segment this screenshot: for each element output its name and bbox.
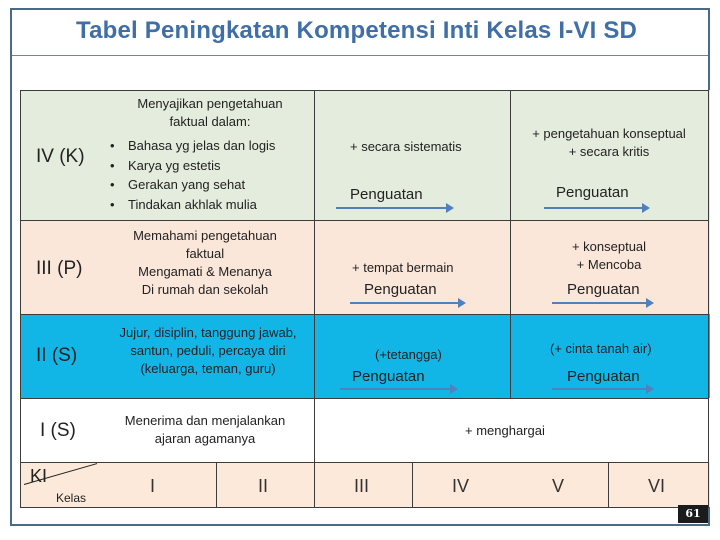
- penguatan-label: Penguatan: [350, 186, 423, 203]
- iv-right-text: [512, 125, 706, 161]
- grid-line: [20, 398, 709, 399]
- iii-right-text: [512, 238, 706, 274]
- penguatan-label: Penguatan: [567, 368, 640, 385]
- grid-line: [20, 90, 21, 507]
- iii-desc-line: Di rumah dan sekolah: [141, 282, 269, 297]
- iv-description: [100, 95, 320, 131]
- iv-bullet-list: [110, 136, 310, 214]
- level-label-iv: IV (K): [36, 146, 85, 167]
- ii-desc-line: Jujur, disiplin, tanggung jawab,: [119, 325, 297, 340]
- grid-line: [20, 314, 709, 315]
- iii-right-line: + Mencoba: [576, 257, 642, 272]
- penguatan-label: Penguatan: [556, 184, 629, 201]
- arrow-right-icon: [350, 302, 460, 304]
- class-label: III: [354, 476, 370, 496]
- level-label-i: I (S): [40, 420, 76, 441]
- grid-line: [708, 90, 709, 507]
- grid-line: [20, 220, 709, 221]
- class-label: II: [258, 476, 269, 496]
- ii-right-text: (+ cinta tanah air): [550, 341, 652, 356]
- grid-line: [216, 462, 217, 507]
- level-label-iii: III (P): [36, 258, 83, 279]
- page-number-badge: 61: [678, 505, 708, 523]
- ki-label: KI: [30, 466, 48, 486]
- grid-line: [510, 220, 511, 314]
- arrow-right-icon: [544, 207, 644, 209]
- class-label: IV: [452, 476, 470, 496]
- grid-line: [412, 462, 413, 507]
- grid-line: [510, 90, 511, 220]
- arrow-right-icon: [552, 388, 648, 390]
- iii-desc-line: faktual: [185, 246, 225, 261]
- list-item: • Bahasa yg jelas dan logis: [110, 136, 310, 156]
- level-label-ii: II (S): [36, 345, 78, 366]
- i-desc-line: Menerima dan menjalankan: [124, 413, 286, 428]
- grid-line: [20, 507, 709, 508]
- arrow-right-icon: [552, 302, 648, 304]
- kelas-label: Kelas: [56, 491, 87, 505]
- page-title: Tabel Peningkatan Kompetensi Inti Kelas I-VI SD: [76, 17, 638, 44]
- penguatan-label: Penguatan: [352, 368, 425, 385]
- arrow-right-icon: [336, 207, 448, 209]
- ii-desc-line: santun, peduli, percaya diri: [130, 343, 286, 358]
- ii-desc-line: (keluarga, teman, guru): [140, 361, 276, 376]
- i-mid-text: + menghargai: [465, 423, 545, 438]
- class-label: I: [150, 476, 156, 496]
- title-divider: [12, 55, 708, 56]
- iv-right-line: + pengetahuan konseptual: [532, 126, 686, 141]
- iv-desc-line: Menyajikan pengetahuan: [137, 96, 283, 111]
- ii-description: [96, 324, 320, 378]
- iii-mid-text: + tempat bermain: [352, 260, 454, 275]
- penguatan-label: Penguatan: [567, 281, 640, 298]
- class-label: V: [552, 476, 565, 496]
- grid-line: [608, 462, 609, 507]
- list-item: • Tindakan akhlak mulia: [110, 195, 310, 215]
- ii-mid-text: (+tetangga): [375, 347, 442, 362]
- grid-line: [20, 90, 709, 91]
- class-label: VI: [648, 476, 666, 496]
- grid-line: [510, 314, 511, 398]
- list-item: • Karya yg estetis: [110, 156, 310, 176]
- list-item: • Gerakan yang sehat: [110, 175, 310, 195]
- iv-desc-line: faktual dalam:: [169, 114, 251, 129]
- grid-line: [314, 90, 315, 507]
- grid-line: [20, 462, 709, 463]
- penguatan-label: Penguatan: [364, 281, 437, 298]
- iii-desc-line: Mengamati & Menanya: [138, 264, 272, 279]
- iii-description: [100, 227, 310, 299]
- arrow-right-icon: [340, 388, 452, 390]
- iii-right-line: + konseptual: [571, 239, 647, 254]
- iii-desc-line: Memahami pengetahuan: [133, 228, 277, 243]
- iv-right-line: + secara kritis: [568, 144, 650, 159]
- i-desc-line: ajaran agamanya: [154, 431, 256, 446]
- i-description: [100, 412, 310, 448]
- iv-mid-text: + secara sistematis: [350, 139, 462, 154]
